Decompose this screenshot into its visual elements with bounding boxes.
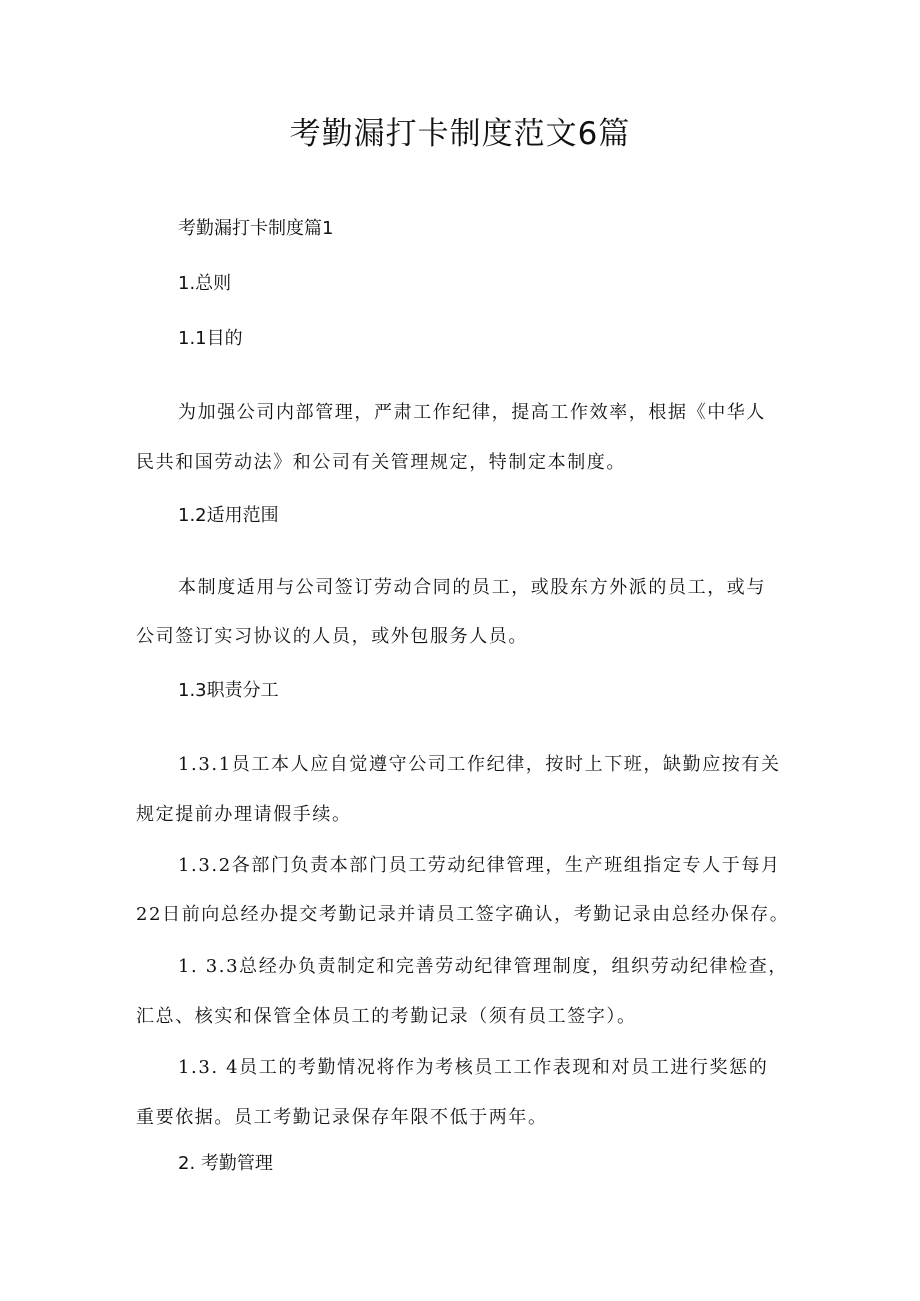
- paragraph-line: 1.3.1员工本人应自觉遵守公司工作纪律，按时上下班，缺勤应按有关: [178, 754, 781, 775]
- paragraph-line: 22日前向总经办提交考勤记录并请员工签字确认，考勤记录由总经办保存。: [136, 904, 790, 925]
- document-title: 考勤漏打卡制度范文6篇: [289, 116, 631, 152]
- paragraph-line: 1.3. 4员工的考勤情况将作为考核员工工作表现和对员工进行奖惩的: [178, 1057, 769, 1078]
- subsection-heading: 1.3职责分工: [178, 680, 279, 701]
- section-heading: 2. 考勤管理: [178, 1153, 273, 1174]
- paragraph-line: 1. 3.3总经办负责制定和完善劳动纪律管理制度，组织劳动纪律检查，: [178, 956, 788, 977]
- paragraph-line: 1.3.2各部门负责本部门员工劳动纪律管理，生产班组指定专人于每月: [178, 855, 781, 876]
- section-heading: 考勤漏打卡制度篇1: [178, 218, 334, 239]
- paragraph-line: 公司签订实习协议的人员，或外包服务人员。: [136, 626, 528, 647]
- subsection-heading: 1.1目的: [178, 328, 243, 349]
- subsection-heading: 1.2适用范围: [178, 505, 279, 526]
- paragraph-line: 为加强公司内部管理，严肃工作纪律，提高工作效率，根据《中华人: [178, 402, 766, 423]
- paragraph-line: 汇总、核实和保管全体员工的考勤记录（须有员工签字）。: [136, 1006, 637, 1027]
- section-heading: 1.总则: [178, 273, 232, 294]
- paragraph-line: 本制度适用与公司签订劳动合同的员工，或股东方外派的员工，或与: [178, 577, 766, 598]
- paragraph-line: 民共和国劳动法》和公司有关管理规定，特制定本制度。: [136, 452, 626, 473]
- paragraph-line: 重要依据。员工考勤记录保存年限不低于两年。: [136, 1107, 548, 1128]
- paragraph-line: 规定提前办理请假手续。: [136, 804, 352, 825]
